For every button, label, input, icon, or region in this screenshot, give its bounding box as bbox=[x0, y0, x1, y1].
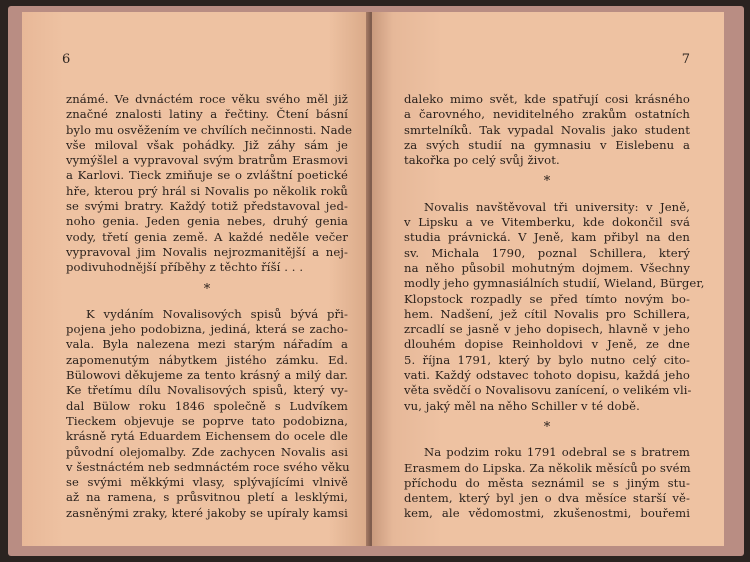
text-line: věta svědčí o Novalisovu zanícení, o velikém vli- bbox=[404, 383, 692, 398]
text-line: za svých studií na gymnasiu v Eislebenu a bbox=[404, 137, 690, 152]
text-line: Bülowovi děkujeme za tento krásný a milý dar. bbox=[66, 368, 348, 383]
text-line: až na ramena, s průsvitnou pletí a lesklými, bbox=[66, 490, 348, 505]
text-line: K vydáním Novalisových spisů bývá při- bbox=[86, 306, 348, 321]
text-line: se svými bratry. Každý totiž představoval jed- bbox=[66, 199, 348, 214]
text-line: dentem, který byl jen o dva měsíce starší vě- bbox=[404, 491, 690, 506]
paragraph bbox=[404, 199, 705, 414]
paragraph bbox=[66, 307, 348, 521]
paragraph bbox=[66, 92, 353, 276]
right-page bbox=[372, 12, 724, 546]
text-line: vymýšlel a vypravoval svým bratrům Erasmovi bbox=[66, 153, 348, 168]
text-line: Novalis navštěvoval tři university: v Jeně, bbox=[424, 199, 690, 214]
text-line: Na podzim roku 1791 odebral se s bratrem bbox=[424, 445, 690, 460]
text-line: vala. Byla nalezena mezi starým nářadím a bbox=[66, 337, 348, 352]
text-line: vu, jaký měl na něho Schiller v té době. bbox=[404, 398, 640, 413]
text-line: sv. Michala 1790, poznal Schillera, který bbox=[404, 245, 690, 260]
text-line: 5. října 1791, který by bylo nutno celý cito- bbox=[404, 352, 690, 367]
text-line: příchodu do města seznámil se s jiným stu- bbox=[404, 475, 690, 490]
page-number: 6 bbox=[62, 52, 71, 67]
text-line: zapomenutým nábytkem jistého zámku. Ed. bbox=[66, 352, 348, 367]
text-line: v Lipsku a ve Vitemberku, kde dokončil svá bbox=[404, 215, 690, 230]
text-line: kem, ale vědomostmi, zkušenostmi, bouřemi bbox=[404, 506, 690, 521]
text-line: daleko mimo svět, kde spatřují cosi krásného bbox=[404, 92, 690, 106]
text-line: smrtelníků. Tak vypadal Novalis jako student bbox=[404, 122, 690, 137]
text-line: známé. Ve dvnáctém roce věku svého měl již bbox=[66, 92, 348, 106]
text-line: vše miloval však pohádky. Již záhy sám je bbox=[66, 137, 348, 152]
text-line: zasněnými zraky, které jakoby se upíraly kamsi bbox=[66, 505, 348, 520]
right-page-text bbox=[404, 92, 705, 522]
text-line: vody, třetí genia země. A každé neděle večer bbox=[66, 229, 348, 244]
text-line: vypravoval jim Novalis nejrozmanitější a nej- bbox=[66, 244, 348, 259]
text-line: studia právnická. V Jeně, kam přibyl na den bbox=[404, 230, 690, 245]
text-line: noho genia. Jeden genia nebes, druhý genia bbox=[66, 214, 348, 229]
text-line: modly jeho gymnasiálních studií, Wieland, Bürger, bbox=[404, 276, 705, 291]
paragraph bbox=[404, 445, 690, 521]
text-line: dal Bülow roku 1846 společně s Ludvíkem bbox=[66, 398, 348, 413]
text-line: v šestnáctém neb sedmnáctém roce svého věku bbox=[66, 459, 350, 474]
section-separator: * bbox=[203, 281, 211, 297]
text-line: krásně rytá Eduardem Eichensem do ocele dle bbox=[66, 429, 348, 444]
text-line: zrcadlí se jasně v jeho dopisech, hlavně v jeho bbox=[404, 322, 690, 337]
text-line: takořka po celý svůj život. bbox=[404, 153, 560, 168]
text-line: podivuhodnější příběhy z těchto říší . . . bbox=[66, 260, 304, 275]
page-number: 7 bbox=[681, 52, 690, 67]
paragraph bbox=[404, 92, 690, 168]
text-line: hře, kterou prý hrál si Novalis po několik roků bbox=[66, 183, 348, 198]
text-line: dlouhém dopise Reinholdovi v Jeně, ze dne bbox=[404, 337, 690, 352]
text-line: původní olejomalby. Zde zachycen Novalis asi bbox=[66, 444, 348, 459]
text-line: a Karlovi. Tieck zmiňuje se o zvláštní poetické bbox=[66, 168, 348, 183]
text-line: a čarovného, neviditelného zrakům ostatních bbox=[404, 107, 690, 122]
text-line: Klopstock rozpadly se před tímto novým bo- bbox=[404, 291, 690, 306]
text-line: pojena jeho podobizna, jediná, která se zacho- bbox=[66, 322, 348, 337]
text-line: vati. Každý odstavec tohoto dopisu, každá jeho bbox=[404, 368, 690, 383]
text-line: hem. Nadšení, jež cítil Novalis pro Schillera, bbox=[404, 306, 690, 321]
text-line: na něho působil mohutným dojmem. Všechny bbox=[404, 260, 690, 275]
text-line: se svými měkkými vlasy, splývajícími vlnivě bbox=[66, 475, 348, 490]
left-page-text bbox=[66, 92, 353, 521]
text-line: značné znalosti latiny a řečtiny. Čtení básní bbox=[66, 107, 348, 122]
left-page bbox=[22, 12, 370, 546]
text-line: Erasmem do Lipska. Za několik měsíců po svém bbox=[404, 460, 691, 475]
text-line: Ke třetímu dílu Novalisových spisů, který vy- bbox=[66, 383, 348, 398]
text-line: bylo mu osvěžením ve chvílích nečinnosti. Nade bbox=[66, 122, 353, 137]
text-line: Tieckem objevuje se poprve tato podobizna, bbox=[66, 413, 348, 428]
section-separator: * bbox=[543, 419, 551, 435]
section-separator: * bbox=[543, 174, 551, 190]
